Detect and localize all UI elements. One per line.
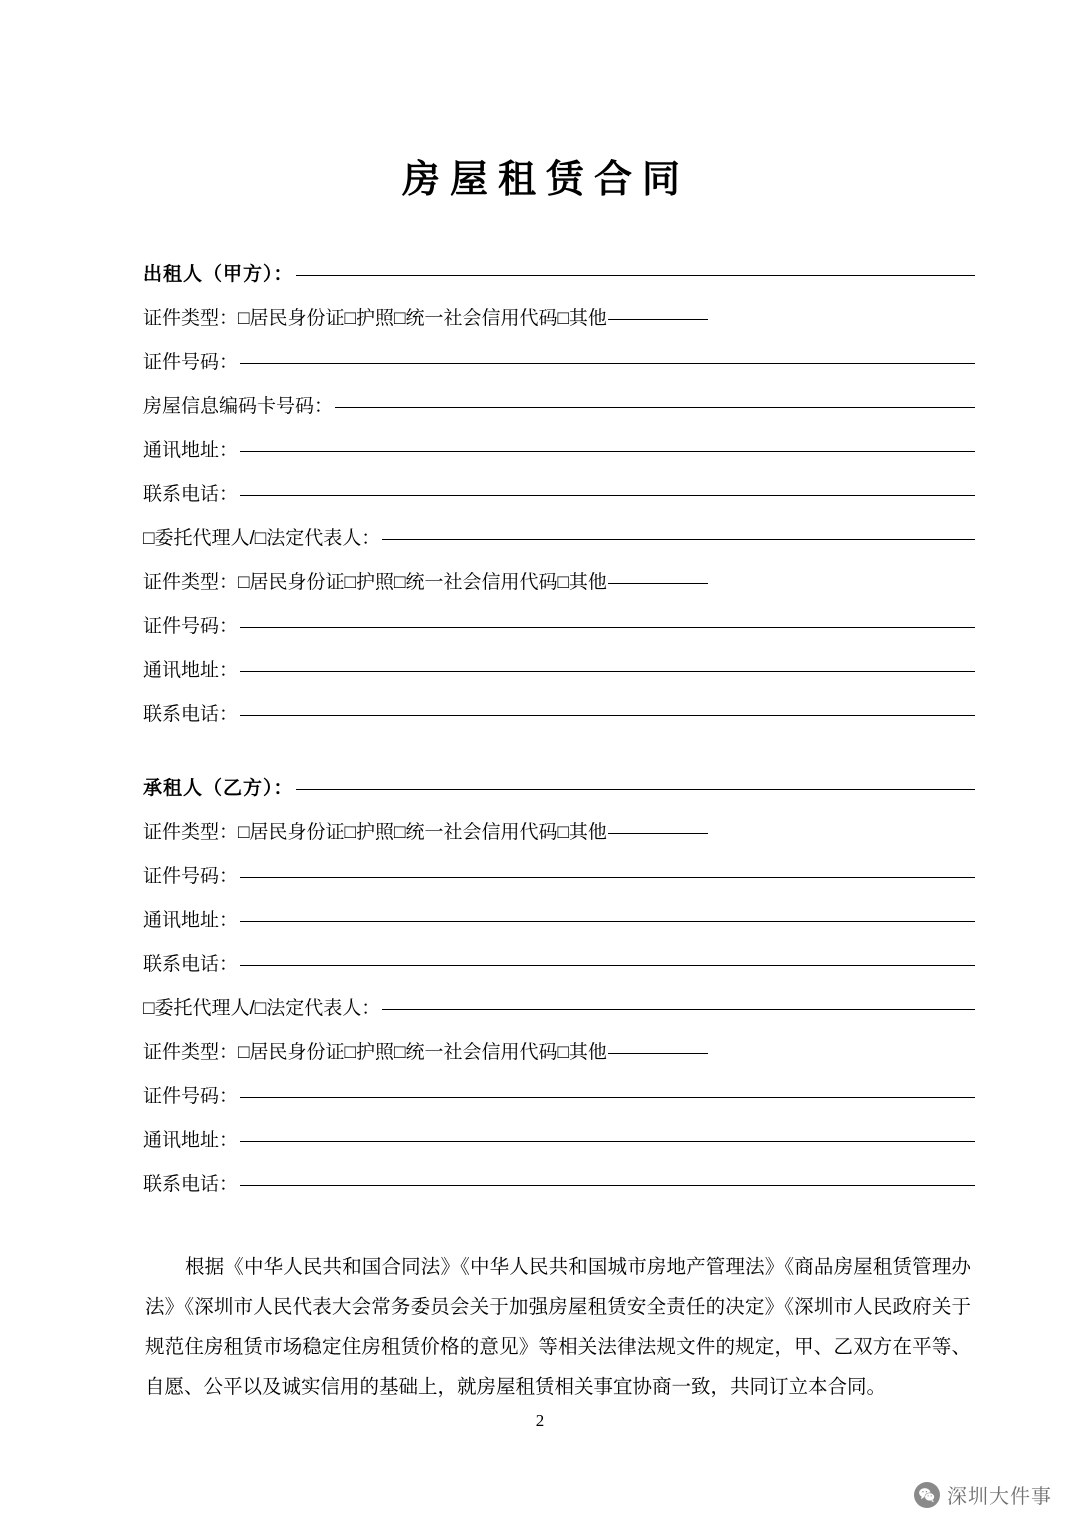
- lessor-agent-phone-row: [143, 693, 975, 737]
- agent-name-input[interactable]: [382, 539, 975, 540]
- lessor-heading-row: [143, 253, 975, 297]
- lessor-heading-label: 出租人（甲方）：: [143, 264, 294, 285]
- lessee-agent-phone-row: [143, 1163, 975, 1207]
- id-type-checkbox-group[interactable]: □居民身份证□护照□统一社会信用代码□其他: [238, 572, 607, 593]
- page-title: 房屋租赁合同: [401, 156, 690, 201]
- lessor-agent-id-type-row: [143, 561, 975, 605]
- contact-phone-label: 联系电话：: [143, 704, 239, 725]
- id-number-input[interactable]: [240, 877, 975, 878]
- lessee-agent-id-type-row: [143, 1031, 975, 1075]
- mail-address-label: 通讯地址：: [143, 440, 239, 461]
- agent-name-input[interactable]: [382, 1009, 975, 1010]
- lessee-phone-row: [143, 943, 975, 987]
- lessee-agent-id-number-row: [143, 1075, 975, 1119]
- lessor-phone-row: [143, 473, 975, 517]
- mail-address-input[interactable]: [240, 451, 975, 452]
- id-type-other-input[interactable]: [608, 583, 708, 584]
- lessee-agent-row: [143, 987, 975, 1031]
- mail-address-input[interactable]: [240, 1141, 975, 1142]
- id-type-checkbox-group[interactable]: □居民身份证□护照□统一社会信用代码□其他: [238, 822, 607, 843]
- contact-phone-label: 联系电话：: [143, 484, 239, 505]
- house-code-input[interactable]: [335, 407, 975, 408]
- page-number: 2: [535, 1411, 545, 1430]
- lessee-heading-row: [143, 767, 975, 811]
- preamble-paragraph: 根据《中华人民共和国合同法》《中华人民共和国城市房地产管理法》《商品房屋租赁管理办法》《深圳市人民代表大会常务委员会关于加强房屋租赁安全责任的决定》《深圳市人民政府关于规范住房租赁市场稳定住房租赁价格的意见》等相关法律法规文件的规定，甲、乙双方在平等、自愿、公平以及诚实信用的基础上，就房屋租赁相关事宜协商一致，共同订立本合同。: [145, 1256, 971, 1398]
- contact-phone-label: 联系电话：: [143, 1174, 239, 1195]
- contact-phone-label: 联系电话：: [143, 954, 239, 975]
- id-type-other-input[interactable]: [608, 1053, 708, 1054]
- lessee-id-type-row: [143, 811, 975, 855]
- contact-phone-input[interactable]: [240, 715, 975, 716]
- id-number-label: 证件号码：: [143, 1086, 239, 1107]
- lessor-agent-id-number-row: [143, 605, 975, 649]
- watermark-label: 深圳大件事: [947, 1486, 1052, 1508]
- lessor-house-code-row: [143, 385, 975, 429]
- contact-phone-input[interactable]: [240, 965, 975, 966]
- form-body: [0, 253, 1080, 1407]
- id-number-input[interactable]: [240, 363, 975, 364]
- contact-phone-input[interactable]: [240, 1185, 975, 1186]
- wechat-icon: [914, 1482, 940, 1508]
- mail-address-label: 通讯地址：: [143, 660, 239, 681]
- id-type-label: 证件类型：: [143, 1042, 239, 1063]
- id-type-label: 证件类型：: [143, 572, 239, 593]
- id-type-checkbox-group[interactable]: □居民身份证□护照□统一社会信用代码□其他: [238, 1042, 607, 1063]
- mail-address-input[interactable]: [240, 671, 975, 672]
- id-number-input[interactable]: [240, 1097, 975, 1098]
- agent-legal-rep-label[interactable]: □委托代理人/□法定代表人：: [143, 998, 381, 1019]
- lessor-name-input[interactable]: [296, 275, 975, 276]
- lessor-id-type-row: [143, 297, 975, 341]
- id-type-other-input[interactable]: [608, 833, 708, 834]
- id-type-checkbox-group[interactable]: □居民身份证□护照□统一社会信用代码□其他: [238, 308, 607, 329]
- agent-legal-rep-label[interactable]: □委托代理人/□法定代表人：: [143, 528, 381, 549]
- section-spacer: [143, 737, 975, 767]
- mail-address-input[interactable]: [240, 921, 975, 922]
- id-number-label: 证件号码：: [143, 866, 239, 887]
- mail-address-label: 通讯地址：: [143, 910, 239, 931]
- id-type-other-input[interactable]: [608, 319, 708, 320]
- lessee-id-number-row: [143, 855, 975, 899]
- lessor-agent-row: [143, 517, 975, 561]
- lessor-address-row: [143, 429, 975, 473]
- lessee-heading-label: 承租人（乙方）：: [143, 778, 294, 799]
- lessee-agent-address-row: [143, 1119, 975, 1163]
- id-number-label: 证件号码：: [143, 352, 239, 373]
- id-number-input[interactable]: [240, 627, 975, 628]
- watermark: [914, 1480, 1052, 1509]
- lessor-id-number-row: [143, 341, 975, 385]
- id-type-label: 证件类型：: [143, 308, 239, 329]
- lessee-address-row: [143, 899, 975, 943]
- lessor-agent-address-row: [143, 649, 975, 693]
- mail-address-label: 通讯地址：: [143, 1130, 239, 1151]
- id-type-label: 证件类型：: [143, 822, 239, 843]
- id-number-label: 证件号码：: [143, 616, 239, 637]
- house-code-label: 房屋信息编码卡号码：: [143, 396, 334, 417]
- lessee-name-input[interactable]: [296, 789, 975, 790]
- contact-phone-input[interactable]: [240, 495, 975, 496]
